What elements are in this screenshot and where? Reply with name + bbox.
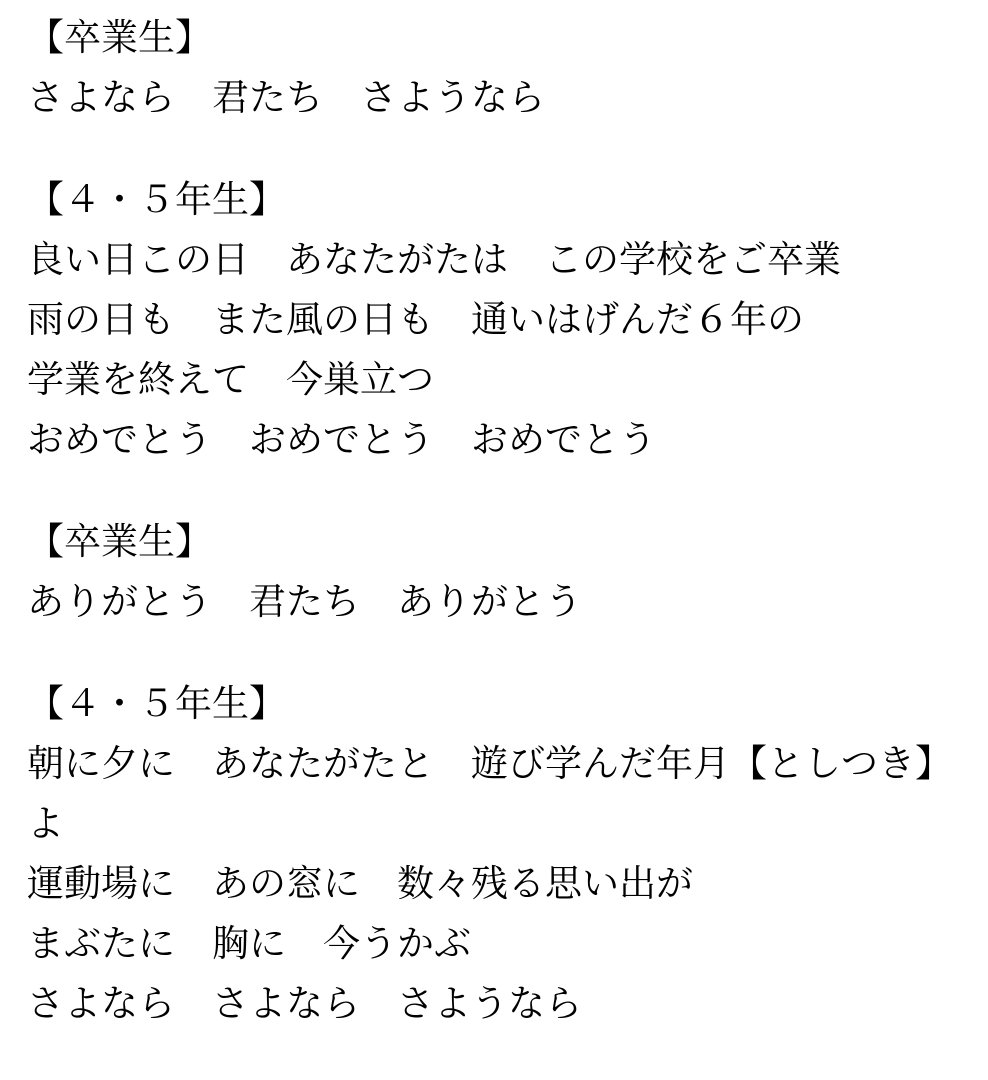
section-header: 【４・５年生】: [27, 179, 286, 220]
lyrics-section: [27, 170, 970, 470]
lyric-line: ありがとう 君たち ありがとう: [27, 581, 582, 622]
lyrics-section: [27, 674, 970, 1034]
lyric-line: 雨の日も また風の日も 通いはげんだ６年の: [27, 299, 804, 340]
section-header: 【４・５年生】: [27, 683, 286, 724]
lyrics-section: [27, 512, 970, 632]
lyric-line: 運動場に あの窓に 数々残る思い出が: [27, 863, 693, 904]
lyric-line: 朝に夕に あなたがたと 遊び学んだ年月【としつき】: [27, 743, 952, 784]
lyric-line: 学業を終えて 今巣立つ: [27, 359, 434, 400]
section-header: 【卒業生】: [27, 17, 212, 58]
lyric-line: さよなら 君たち さようなら: [27, 77, 545, 118]
lyric-line: 良い日この日 あなたがたは この学校をご卒業: [27, 239, 841, 280]
lyrics-section: [27, 8, 970, 128]
lyric-line: よ: [27, 803, 64, 844]
lyric-line: まぶたに 胸に 今うかぶ: [27, 923, 471, 964]
lyric-line: おめでとう おめでとう おめでとう: [27, 419, 656, 460]
section-header: 【卒業生】: [27, 521, 212, 562]
lyric-line: さよなら さよなら さようなら: [27, 983, 582, 1024]
